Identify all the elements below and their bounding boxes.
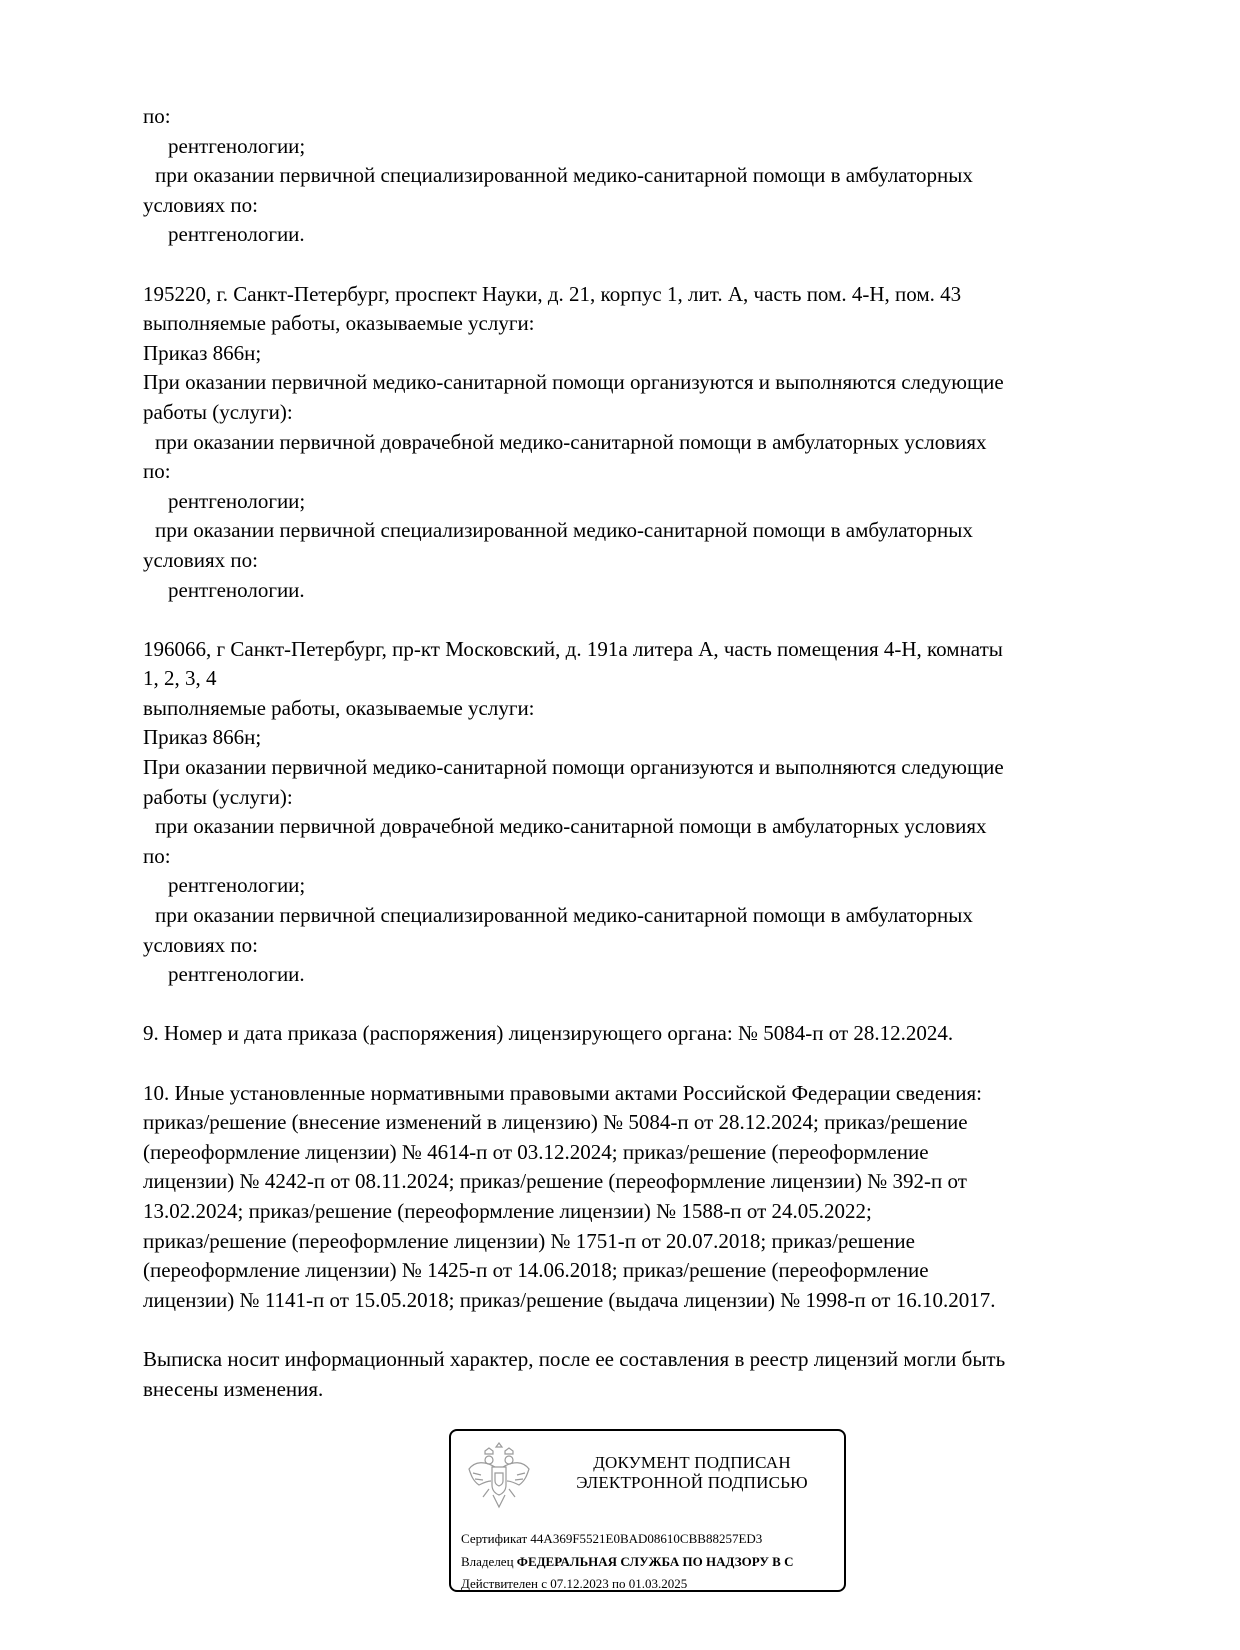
signature-title-line2: ЭЛЕКТРОННОЙ ПОДПИСЬЮ: [576, 1473, 808, 1492]
owner-name: ФЕДЕРАЛЬНАЯ СЛУЖБА ПО НАДЗОРУ В С: [516, 1554, 794, 1569]
document-line: условиях по:: [143, 547, 258, 572]
document-line: по:: [143, 459, 171, 484]
document-line: (переоформление лицензии) № 4614-п от 03.12.2024; приказ/решение (переоформление: [143, 1139, 929, 1164]
document-line: 196066, г Санкт-Петербург, пр-кт Московский, д. 191а литера А, часть помещения 4-Н, комнаты: [143, 636, 1003, 661]
document-line: при оказании первичной специализированной медико-санитарной помощи в амбулаторных: [155, 518, 973, 543]
document-line: 10. Иные установленные нормативными правовыми актами Российской Федерации сведения:: [143, 1080, 983, 1105]
document-line: внесены изменения.: [143, 1376, 324, 1401]
document-line: при оказании первичной доврачебной медико-санитарной помощи в амбулаторных условиях: [155, 429, 987, 454]
document-line: При оказании первичной медико-санитарной помощи организуются и выполняются следующие: [143, 370, 1004, 395]
document-line: при оказании первичной специализированной медико-санитарной помощи в амбулаторных: [155, 163, 973, 188]
document-line: лицензии) № 4242-п от 08.11.2024; приказ/решение (переоформление лицензии) № 392-п от: [143, 1169, 967, 1194]
document-line: приказ/решение (внесение изменений в лицензию) № 5084-п от 28.12.2024; приказ/решение: [143, 1110, 968, 1135]
validity-period: Действителен с 07.12.2023 по 01.03.2025: [461, 1576, 688, 1591]
owner-row: [461, 1554, 793, 1570]
document-line: рентгенологии;: [168, 873, 306, 898]
document-line: Приказ 866н;: [143, 725, 262, 750]
coat-of-arms-icon: [465, 1441, 533, 1513]
signature-title: [547, 1453, 837, 1493]
document-line: (переоформление лицензии) № 1425-п от 14.06.2018; приказ/решение (переоформление: [143, 1258, 929, 1283]
document-line: рентгенологии.: [168, 962, 305, 987]
document-line: по:: [143, 843, 171, 868]
electronic-signature-stamp: [449, 1429, 846, 1592]
document-line: лицензии) № 1141-п от 15.05.2018; приказ/решение (выдача лицензии) № 1998-п от 16.10.2017.: [143, 1287, 996, 1312]
document-line: условиях по:: [143, 192, 258, 217]
document-line: рентгенологии.: [168, 577, 305, 602]
document-line: выполняемые работы, оказываемые услуги:: [143, 311, 535, 336]
document-line: при оказании первичной доврачебной медико-санитарной помощи в амбулаторных условиях: [155, 814, 987, 839]
document-line: рентгенологии;: [168, 488, 306, 513]
paragraph-gap: [143, 1315, 1163, 1345]
signature-title-line1: ДОКУМЕНТ ПОДПИСАН: [593, 1453, 791, 1472]
paragraph-gap: [143, 990, 1163, 1020]
document-line: 1, 2, 3, 4: [143, 666, 217, 691]
document-line: рентгенологии;: [168, 133, 306, 158]
document-line: при оказании первичной специализированной медико-санитарной помощи в амбулаторных: [155, 903, 973, 928]
document-line: При оказании первичной медико-санитарной помощи организуются и выполняются следующие: [143, 755, 1004, 780]
paragraph-gap: [143, 1049, 1163, 1079]
paragraph-gap: [143, 250, 1163, 280]
document-body: [143, 102, 1163, 1404]
paragraph-gap: [143, 605, 1163, 635]
document-line: 13.02.2024; приказ/решение (переоформление лицензии) № 1588-п от 24.05.2022;: [143, 1198, 872, 1223]
owner-label: Владелец: [461, 1554, 514, 1569]
certificate-number: Сертификат 44A369F5521E0BAD08610CBB88257ED3: [461, 1531, 763, 1546]
document-line: работы (услуги):: [143, 399, 293, 424]
document-line: приказ/решение (переоформление лицензии) № 1751-п от 20.07.2018; приказ/решение: [143, 1228, 915, 1253]
document-line: рентгенологии.: [168, 222, 305, 247]
document-line: Выписка носит информационный характер, после ее составления в реестр лицензий могли быть: [143, 1346, 1006, 1371]
document-line: выполняемые работы, оказываемые услуги:: [143, 695, 535, 720]
document-line: по:: [143, 104, 171, 128]
document-line: работы (услуги):: [143, 784, 293, 809]
document-line: 9. Номер и дата приказа (распоряжения) лицензирующего органа: № 5084-п от 28.12.2024.: [143, 1021, 954, 1046]
document-line: условиях по:: [143, 932, 258, 957]
document-line: 195220, г. Санкт-Петербург, проспект Науки, д. 21, корпус 1, лит. А, часть пом. 4-Н, пом. 43: [143, 281, 962, 306]
document-line: Приказ 866н;: [143, 340, 262, 365]
